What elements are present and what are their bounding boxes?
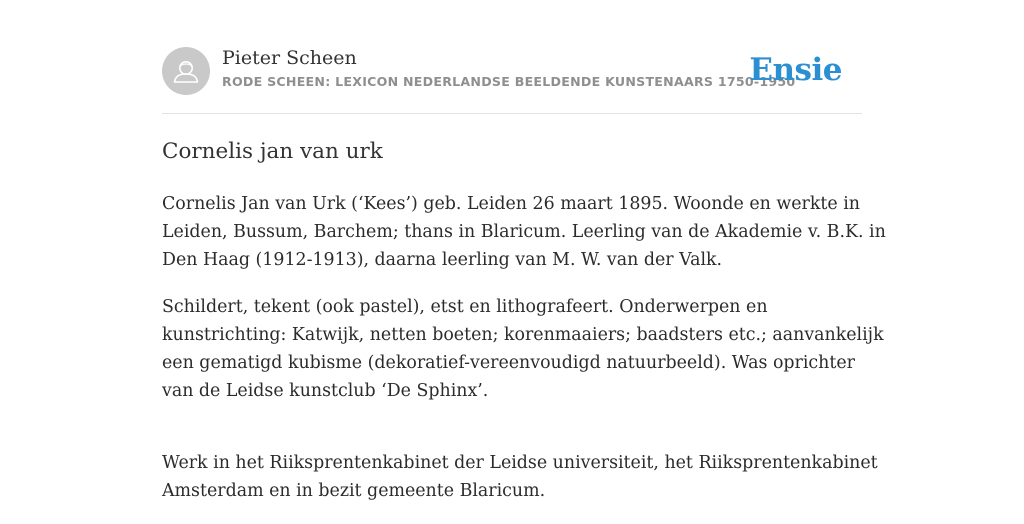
paragraph-line: Amsterdam en in bezit gemeente Blaricum. bbox=[162, 481, 546, 501]
paragraph-line: Cornelis Jan van Urk (‘Kees’) geb. Leiden 26 maart 1895. Woonde en werkte in bbox=[162, 194, 860, 214]
paragraph-line: kunstrichting: Katwijk, netten boeten; korenmaaiers; baadsters etc.; aanvankelijk bbox=[162, 325, 884, 345]
paragraph-line: Schildert, tekent (ook pastel), etst en lithografeert. Onderwerpen en bbox=[162, 297, 768, 317]
paragraph-line: Werk in het Riiksprentenkabinet der Leidse universiteit, het Riiksprentenkabinet bbox=[162, 453, 878, 473]
paragraph-line: van de Leidse kunstclub ‘De Sphinx’. bbox=[162, 381, 489, 401]
paragraph-3 bbox=[162, 449, 878, 505]
paragraph-1 bbox=[162, 190, 886, 274]
paragraph-line: een gematigd kubisme (dekoratief-vereenvoudigd natuurbeeld). Was oprichter bbox=[162, 353, 855, 373]
paragraph-line: Leiden, Bussum, Barchem; thans in Blaricum. Leerling van de Akademie v. B.K. in bbox=[162, 222, 886, 242]
paragraph-line: Den Haag (1912-1913), daarna leerling van M. W. van der Valk. bbox=[162, 250, 723, 270]
article-header bbox=[162, 46, 862, 96]
brand-logo[interactable]: Ensie bbox=[749, 52, 842, 88]
article-page bbox=[162, 0, 886, 512]
header-divider bbox=[162, 113, 862, 114]
paragraph-2 bbox=[162, 293, 884, 405]
article-body bbox=[162, 190, 886, 524]
article-title: Cornelis jan van urk bbox=[162, 139, 383, 164]
source-label[interactable]: RODE SCHEEN: LEXICON NEDERLANDSE BEELDENDE KUNSTENAARS 1750-1950 bbox=[222, 74, 796, 89]
user-icon bbox=[162, 47, 210, 95]
author-name[interactable]: Pieter Scheen bbox=[222, 47, 357, 69]
paragraph-gap bbox=[162, 424, 862, 449]
author-avatar[interactable] bbox=[162, 47, 210, 95]
